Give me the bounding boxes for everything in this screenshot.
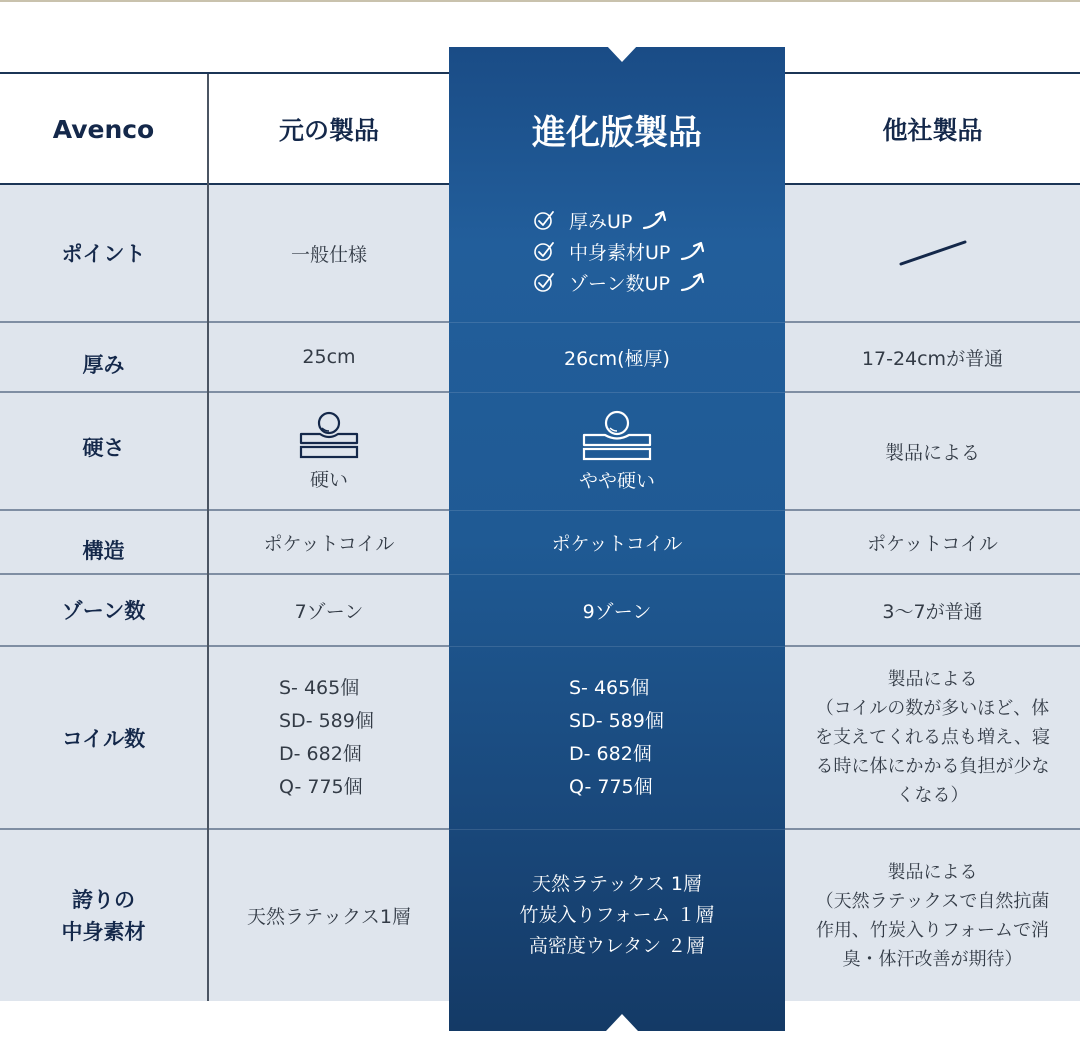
mattress-ball-icon <box>298 411 360 461</box>
feature-item <box>533 267 722 298</box>
other-point <box>785 185 1080 321</box>
evolved-firmness <box>449 393 785 509</box>
curved-up-arrow-icon <box>680 240 708 262</box>
note-line: 臭・体汗改善が期待） <box>842 948 1023 970</box>
original-thickness: 25cm <box>302 346 356 368</box>
firmness-label: 硬い <box>309 468 348 491</box>
curved-up-arrow-icon <box>680 271 708 293</box>
label-line: 中身素材 <box>61 919 146 944</box>
check-circle-icon <box>533 209 555 231</box>
coil-count: SD- 589個 <box>569 709 664 732</box>
firmness-label: やや硬い <box>578 469 655 492</box>
note-line: 製品による <box>887 669 978 690</box>
coil-count: S- 465個 <box>569 676 650 699</box>
original-material: 天然ラテックス1層 <box>247 906 411 928</box>
evolved-zones: 9ゾーン <box>582 600 652 623</box>
evolved-thickness: 26cm(極厚) <box>564 347 670 370</box>
note-line: （コイルの数が多いほど、体 <box>815 698 1050 719</box>
top-notch <box>606 45 638 62</box>
other-coils <box>785 647 1080 828</box>
row-label-point: ポイント <box>61 242 146 266</box>
note-line: 製品による <box>887 861 978 883</box>
other-material <box>785 830 1080 1001</box>
curved-up-arrow-icon <box>642 209 670 231</box>
coil-count: S- 465個 <box>279 676 360 699</box>
original-structure: ポケットコイル <box>263 532 395 555</box>
feature-label: ゾーン数UP <box>569 272 670 295</box>
row-label-firmness: 硬さ <box>82 436 125 460</box>
bottom-notch <box>606 1014 638 1031</box>
note-line: を支えてくれる点も増え、寝 <box>814 727 1051 748</box>
evolved-product-header: 進化版製品 <box>532 112 702 153</box>
other-zones: 3〜7が普通 <box>882 600 983 623</box>
coil-count: Q- 775個 <box>569 775 653 798</box>
row-label-zones: ゾーン数 <box>61 599 146 623</box>
feature-label: 中身素材UP <box>569 241 671 264</box>
original-zones: 7ゾーン <box>294 600 364 623</box>
check-circle-icon <box>533 240 555 262</box>
row-label-thickness: 厚み <box>82 353 125 377</box>
note-line: る時に体にかかる負担が少な <box>815 756 1050 777</box>
material-line: 天然ラテックス 1層 <box>532 873 702 895</box>
material-line: 高密度ウレタン ２層 <box>528 935 706 957</box>
other-product-header: 他社製品 <box>882 116 983 145</box>
original-coils <box>279 647 439 828</box>
coil-count: Q- 775個 <box>279 775 363 798</box>
note-line: 作用、竹炭入りフォームで消 <box>815 919 1050 941</box>
evolved-material <box>449 830 785 1001</box>
label-line: 誇りの <box>72 887 135 912</box>
row-label-material <box>0 830 207 1001</box>
note-line: くなる） <box>896 785 969 806</box>
evolved-structure: ポケットコイル <box>551 532 683 555</box>
material-line: 竹炭入りフォーム １層 <box>519 904 715 926</box>
brand-header: Avenco <box>52 114 155 144</box>
other-thickness: 17-24cmが普通 <box>861 347 1004 370</box>
evolved-coils <box>569 647 769 828</box>
original-point: 一般仕様 <box>290 243 367 266</box>
check-circle-icon <box>533 271 555 293</box>
coil-count: SD- 589個 <box>279 709 374 732</box>
original-firmness <box>209 393 449 509</box>
feature-item <box>533 205 684 236</box>
coil-count: D- 682個 <box>279 742 362 765</box>
feature-label: 厚みUP <box>569 210 633 233</box>
original-product-header: 元の製品 <box>278 116 379 145</box>
other-structure: ポケットコイル <box>867 532 998 555</box>
dash-line-icon <box>898 238 968 268</box>
evolved-point-list <box>533 201 773 301</box>
other-firmness: 製品による <box>884 441 980 464</box>
note-line: （天然ラテックスで自然抗菌 <box>815 890 1050 912</box>
coil-count: D- 682個 <box>569 742 652 765</box>
mattress-ball-icon <box>581 410 653 462</box>
top-border <box>0 0 1080 2</box>
row-label-coils: コイル数 <box>61 726 146 751</box>
row-label-structure: 構造 <box>82 539 125 563</box>
feature-item <box>533 236 722 267</box>
